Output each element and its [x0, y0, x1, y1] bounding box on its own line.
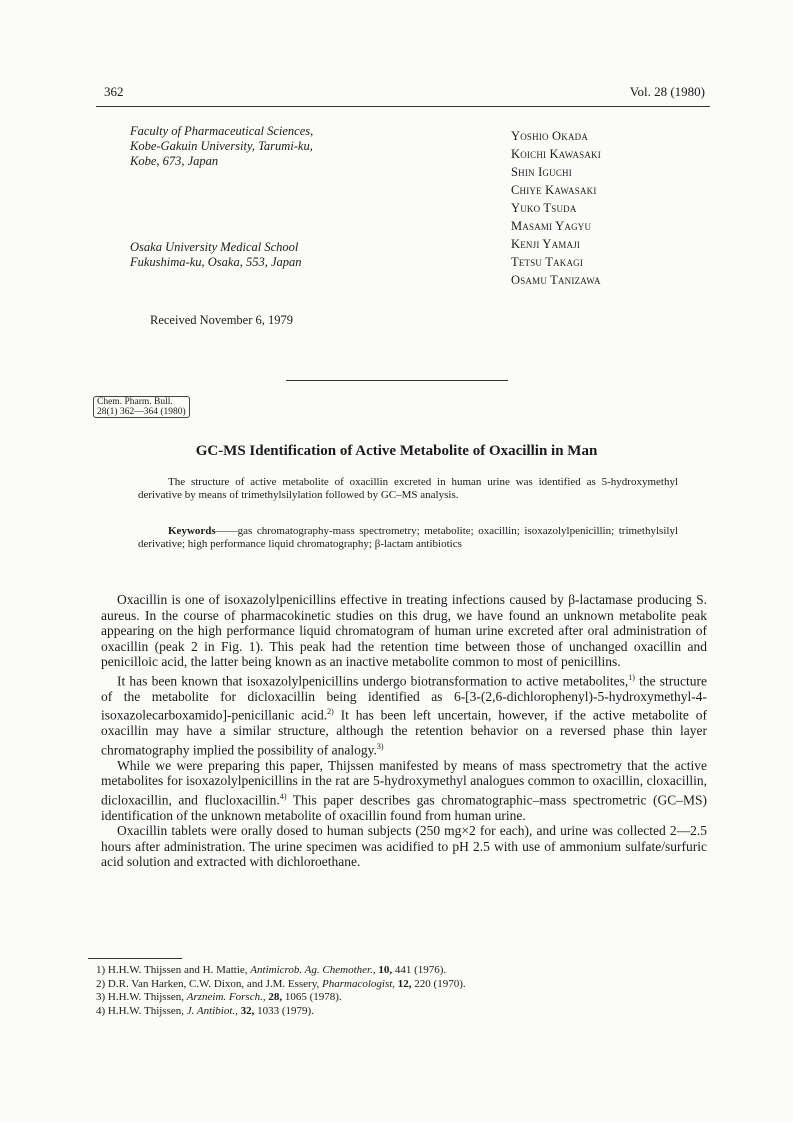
author-name: Tetsu Takagi	[511, 255, 584, 269]
body-text-run: It has been left uncertain, however, if the active metabolite of oxacillin may have a similar structure, although the retention behavior on a reversed phase thin layer chromatography implied the possibility of analogy.	[101, 707, 707, 757]
body-paragraph	[101, 758, 707, 824]
body-paragraph: Oxacillin is one of isoxazolylpenicillins effective in treating infections caused by β-lactamase producing S. aureus. In the course of pharmacokinetic studies on this drug, we have found an unknown metabolite peak appearing on the high performance liquid chromatogram of human urine excreted after oral administration of oxacillin (peak 2 in Fig. 1). This peak had the retention time between those of unchanged oxacillin and penicilloic acid, the latter being known as an inactive metabolite common to most of penicillins.	[101, 592, 707, 669]
author-name: Chiye Kawasaki	[511, 183, 597, 197]
affiliation-osaka	[130, 240, 302, 270]
journal-volume: Vol. 28 (1980)	[629, 84, 705, 99]
affiliation-line: Osaka University Medical School	[130, 240, 299, 254]
footnote-volume: 32,	[240, 1004, 255, 1017]
footnote-rule	[88, 958, 182, 959]
citation-pages: 28(1) 362—364 (1980)	[97, 407, 186, 417]
author-name: Yoshio Okada	[511, 129, 589, 143]
keywords	[138, 525, 678, 550]
citation-box	[93, 396, 190, 418]
body-text-run: While we were preparing this paper, Thijssen manifested by means of mass spectrometry that the active metabolites for isoxazolylpenicillins in the rat are 5-hydroxymethyl analogues common to oxacillin, cloxacillin, dicloxacillin, and flucloxacillin.	[101, 757, 707, 807]
affiliation-line: Kobe-Gakuin University, Tarumi-ku,	[130, 139, 313, 153]
footnote-authors: 3) H.H.W. Thijssen,	[96, 991, 187, 1003]
footnote-volume: 12,	[397, 977, 412, 990]
author-name: Masami Yagyu	[511, 219, 592, 233]
keywords-label: Keywords	[168, 525, 216, 537]
author-name: Shin Iguchi	[511, 165, 572, 179]
affiliation-line: Faculty of Pharmaceutical Sciences,	[130, 124, 314, 138]
affiliation-line: Fukushima-ku, Osaka, 553, Japan	[130, 255, 302, 269]
header-rule	[96, 106, 710, 107]
section-rule	[286, 380, 508, 381]
footnote-pages: 220 (1970).	[411, 977, 466, 990]
footnote	[96, 1005, 696, 1019]
footnote-volume: 10,	[378, 964, 393, 976]
body-paragraph	[101, 670, 707, 758]
footnote-journal: J. Antibiot.,	[186, 1004, 238, 1017]
abstract: The structure of active metabolite of oxacillin excreted in human urine was identified as 5-hydroxymethyl derivative by means of trimethylsilylation followed by GC–MS analysis.	[138, 476, 678, 501]
footnote-journal: Antimicrob. Ag. Chemother.,	[250, 964, 376, 976]
ref-marker: 1)	[628, 672, 635, 682]
footnote-pages: 1033 (1979).	[254, 1004, 314, 1017]
footnotes	[96, 964, 696, 1018]
footnote-volume: 28,	[268, 991, 283, 1003]
author-name: Yuko Tsuda	[511, 201, 577, 215]
author-name: Kenji Yamaji	[511, 237, 581, 251]
paper-title: GC-MS Identification of Active Metabolite of Oxacillin in Man	[195, 443, 598, 459]
ref-marker: 2)	[327, 707, 334, 716]
ref-marker: 3)	[376, 741, 384, 751]
body-text-run: This paper describes gas chromatographic–mass spectrometric (GC–MS) identification of the unknown metabolite of oxacillin found from human urine.	[101, 792, 707, 823]
footnote-journal: Arzneim. Forsch.,	[186, 991, 266, 1003]
page-number: 362	[104, 84, 124, 99]
footnote-authors: 1) H.H.W. Thijssen and H. Mattie,	[96, 964, 251, 976]
body-text-run: the structure of the metabolite for dicloxacillin being identified as 6-[3-(2,6-dichlorophenyl)-5-hydroxymethyl-4-isoxazolecarboxamido]-penicillanic acid.	[101, 673, 707, 723]
footnote-pages: 1065 (1978).	[282, 991, 342, 1003]
body-text	[101, 592, 707, 870]
footnote	[96, 964, 696, 978]
footnote-authors: 4) H.H.W. Thijssen,	[96, 1004, 187, 1017]
affiliation-kobe	[130, 124, 313, 169]
body-paragraph: Oxacillin tablets were orally dosed to human subjects (250 mg×2 for each), and urine was collected 2—2.5 hours after administration. The urine specimen was acidified to pH 2.5 with use of ammonium sulfate/surfuric acid solution and extracted with dichloroethane.	[101, 823, 707, 869]
received-date: Received November 6, 1979	[150, 313, 294, 327]
footnote-journal: Pharmacologist,	[322, 977, 396, 990]
author-name: Osamu Tanizawa	[511, 273, 601, 287]
author-name: Koichi Kawasaki	[511, 147, 601, 161]
citation-journal: Chem. Pharm. Bull.	[97, 397, 173, 407]
footnote	[96, 991, 696, 1005]
author-list	[511, 127, 601, 289]
footnote-pages: 441 (1976).	[392, 964, 447, 976]
body-text-run: It has been known that isoxazolylpenicillins undergo biotransformation to active metabolites,	[117, 673, 629, 688]
keywords-text: ——gas chromatography-mass spectrometry; metabolite; oxacillin; isoxazolylpenicillin; trimethylsilyl derivative; high performance liquid chromatography; β-lactam antibiotics	[138, 525, 678, 550]
ref-marker: 4)	[279, 791, 287, 801]
footnote	[96, 978, 696, 992]
affiliation-line: Kobe, 673, Japan	[130, 154, 219, 168]
footnote-authors: 2) D.R. Van Harken, C.W. Dixon, and J.M. Essery,	[96, 977, 322, 990]
